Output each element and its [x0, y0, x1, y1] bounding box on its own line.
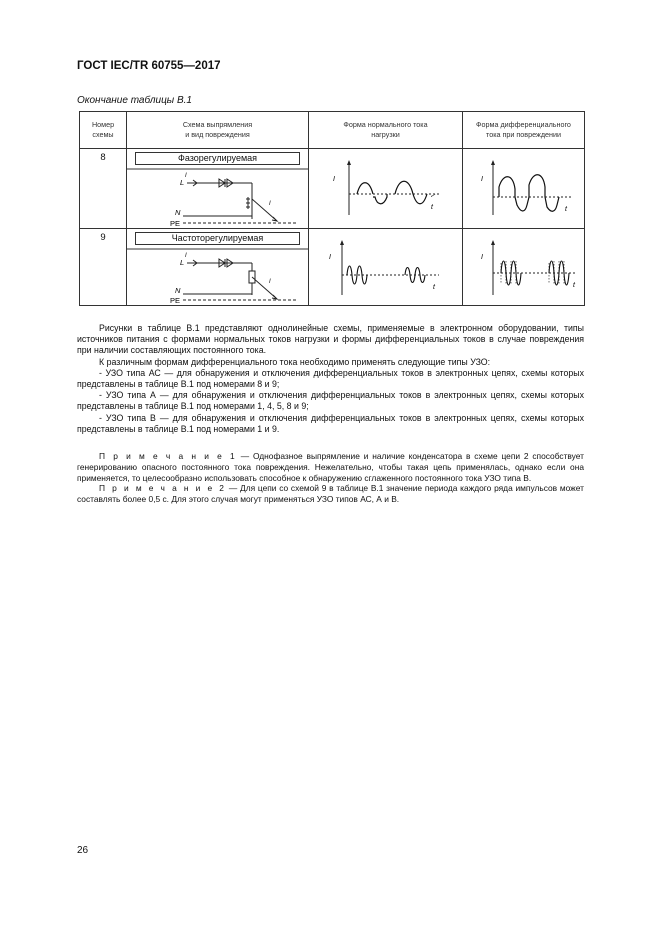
list-item: - УЗО типа А — для обнаружения и отключения дифференциальных токов в электронных цепях, схемы которых представлены в таблице В.1 под номерами 1, 4, 5, 8 и 9; — [77, 390, 584, 412]
body-text — [77, 323, 584, 435]
waveform-label-if: I — [481, 254, 483, 261]
header-scheme: Схема выпрямления и вид повреждения — [127, 112, 309, 149]
row-number: 8 — [80, 149, 127, 229]
circuit-diagram-frequency — [127, 229, 309, 305]
label-pe: PE — [170, 296, 181, 305]
header-number: Номер схемы — [80, 112, 127, 149]
scheme-cell — [127, 149, 309, 229]
label-n: N — [175, 286, 181, 295]
label-il: I — [185, 173, 187, 179]
label-l: L — [180, 258, 185, 267]
diff-waveform-cell — [463, 229, 585, 306]
waveform-label-t2: t — [573, 282, 575, 289]
list-item: - УЗО типа АС — для обнаружения и отключения дифференциальных токов в электронных цепях, схемы которых представлены в таблице В.1 под номерами 8 и 9; — [77, 367, 584, 390]
waveform-label-t: t — [433, 284, 435, 291]
label-pe: PE — [170, 219, 181, 228]
scheme-title: Частоторегулируемая — [135, 232, 300, 245]
waveform-label-t2: t — [565, 206, 567, 213]
table-row — [80, 229, 585, 306]
header-diff-current: Форма дифференциального тока при повреждении — [463, 112, 585, 149]
waveform-label-if: I — [481, 176, 483, 183]
waveform-label-il: I — [333, 176, 335, 183]
list-item: - УЗО типа В — для обнаружения и отключения дифференциальных токов в электронных цепях, схемы которых представлены в таблице В.1 под номерами 1 и 9. — [77, 412, 584, 434]
table-header-row — [80, 112, 585, 149]
table-b1 — [79, 111, 585, 306]
waveform-label-il: I — [329, 254, 331, 261]
scheme-title: Фазорегулируемая — [135, 152, 300, 165]
header-normal-current: Форма нормального тока нагрузки — [309, 112, 463, 149]
waveform-frequency-normal — [309, 229, 463, 305]
label-if: I — [269, 201, 271, 207]
label-if: I — [269, 279, 271, 285]
document-header: ГОСТ IEC/TR 60755—2017 — [77, 60, 221, 72]
label-l: L — [180, 178, 185, 187]
note-2: П р и м е ч а н и е 2 — Для цепи со схемой 9 в таблице В.1 значение периода каждого ряда импульсов может составлять более 0,5 с. Для этого случая могут применяться УЗО типов АС, А и В. — [77, 483, 584, 505]
table-row — [80, 149, 585, 229]
table-caption: Окончание таблицы В.1 — [77, 95, 192, 106]
scheme-cell — [127, 229, 309, 306]
normal-waveform-cell — [309, 229, 463, 306]
normal-waveform-cell — [309, 149, 463, 229]
notes — [77, 451, 584, 505]
waveform-phase-normal — [309, 149, 463, 228]
circuit-diagram-phase — [127, 149, 309, 228]
row-number: 9 — [80, 229, 127, 306]
label-il: I — [185, 253, 187, 259]
waveform-frequency-diff — [463, 229, 585, 305]
note-1: П р и м е ч а н и е 1 — Однофазное выпрямление и наличие конденсатора в схеме цепи 2 способствует генерированию опасного постоянного тока повреждения. Нежелательно, чтобы такая цепь применялась, однако если она применяется, то целесообразно использовать способное к обнаружению сглаженного постоянного тока УЗО типа В. — [77, 451, 584, 483]
diff-waveform-cell — [463, 149, 585, 229]
paragraph: К различным формам дифференциального тока необходимо применять следующие типы УЗО: — [99, 356, 491, 367]
paragraph: Рисунки в таблице В.1 представляют однолинейные схемы, применяемые в электронном оборудовании, типы источников питания с формами нормальных токов нагрузки и формы дифференциальных токов в случае повреждения при наличии составляющих постоянного тока. — [77, 323, 584, 356]
waveform-phase-diff — [463, 149, 585, 228]
page-number: 26 — [77, 845, 89, 856]
label-n: N — [175, 208, 181, 217]
waveform-label-t: t — [431, 204, 433, 211]
